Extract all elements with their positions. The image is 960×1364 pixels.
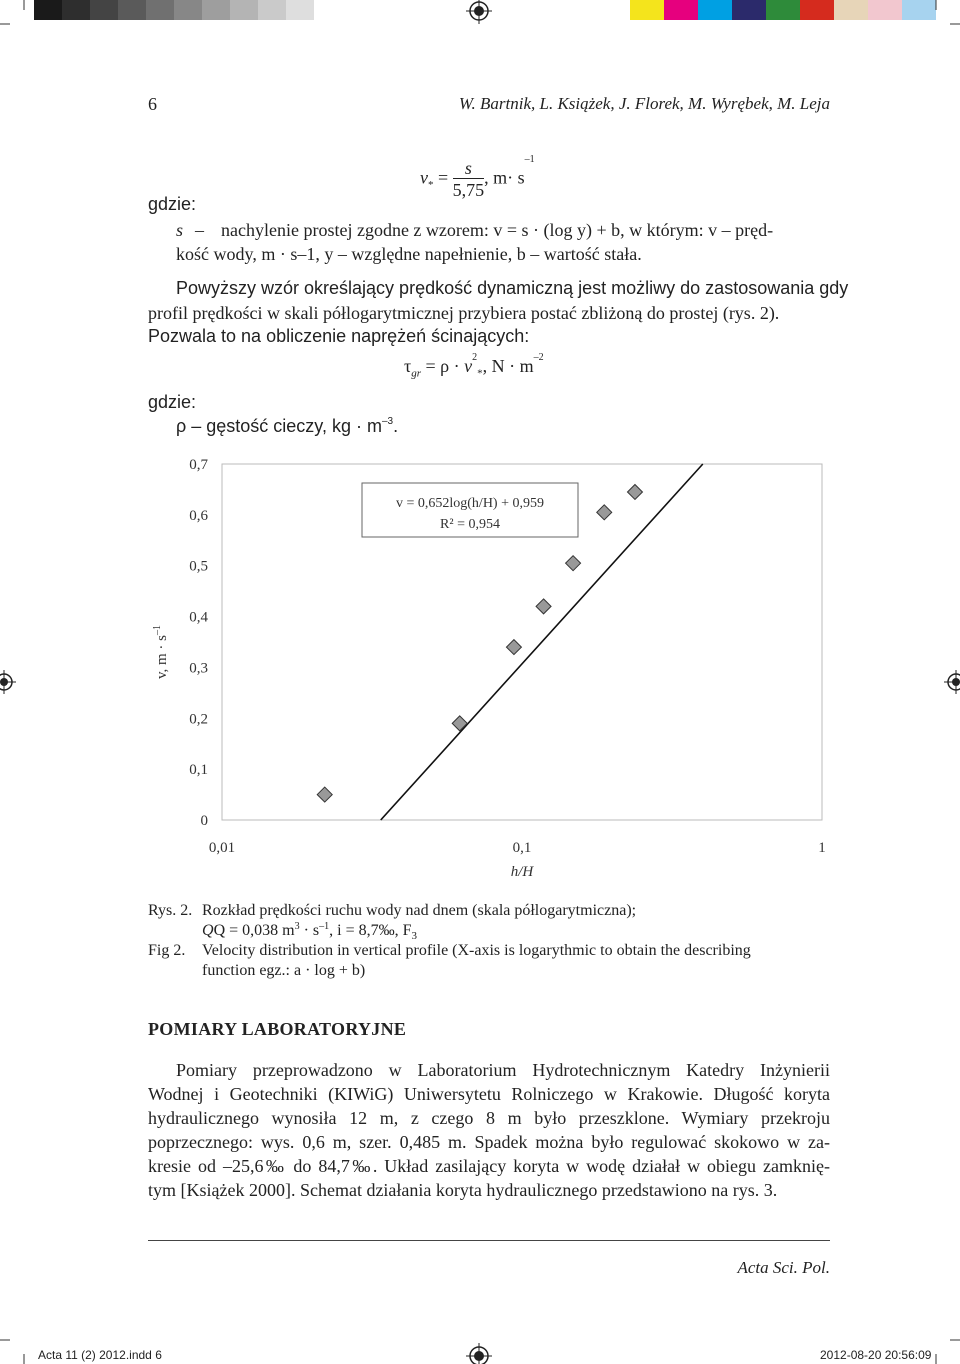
section-line-5: kresie od –25,6‰ do 84,7‰. Układ zasilający koryta w wodę działał w obiegu zamknię- (148, 1156, 830, 1176)
section-line-2: Wodnej i Geotechniki (KIWiG) Uniwersytetu Rolniczego w Krakowie. Długość koryta (148, 1084, 830, 1104)
velocity-profile-chart (140, 448, 840, 888)
where1-line1: nachylenie prostej zgodne z wzorem: v = s · (log y) + b, w którym: v – pręd- (221, 220, 774, 240)
eq2-equals: = ρ · (425, 356, 460, 376)
caption-pl-label: Rys. 2. (148, 902, 193, 919)
section-heading: POMIARY LABORATORYJNE (148, 1019, 407, 1039)
y-tick-label: 0,4 (189, 609, 208, 626)
section-line-3: hydraulicznego wynosiła 12 m, z czego 8 m było przeszklone. Wymiary przekroju (148, 1108, 830, 1128)
data-point (597, 505, 612, 520)
eq2-v-sup: 2 (472, 352, 478, 363)
caption-en-line2: function egz.: a · log + b) (202, 962, 366, 979)
data-point (627, 484, 642, 499)
data-point (536, 599, 551, 614)
caption-pl-line1: Rozkład prędkości ruchu wody nad dnem (skala półlogarytmiczna); (202, 902, 637, 919)
where1-symbol: s (176, 220, 184, 240)
para1-line3: Pozwala to na obliczenie naprężeń ścinających: (148, 326, 530, 346)
y-tick-label: 0,3 (189, 660, 208, 677)
footer-date: 2012-08-20 20:56:09 (820, 1348, 932, 1362)
y-tick-label: 0,5 (189, 558, 208, 575)
y-tick-label: 0,1 (189, 762, 208, 779)
x-tick-label: 0,01 (208, 840, 236, 856)
section-line-6: tym [Książek 2000]. Schemat działania koryta hydraulicznego przedstawiono na rys. 3. (148, 1180, 778, 1200)
trendline-equation: v = 0,652log(h/H) + 0,959 (395, 496, 545, 511)
eq2-v-sub: * (477, 367, 483, 380)
footer-rule (148, 1240, 830, 1241)
eq1-fraction (453, 158, 485, 201)
data-point (506, 640, 521, 655)
x-axis-label: h/H (510, 864, 534, 880)
y-tick-label: 0,2 (189, 711, 208, 728)
running-header-authors: W. Bartnik, L. Książek, J. Florek, M. Wyrębek, M. Leja (458, 94, 830, 113)
caption-en-line1: Velocity distribution in vertical profile (X-axis is logarythmic to obtain the describing (202, 942, 751, 959)
where1-dash: – (195, 220, 204, 240)
eq1-equals: = (438, 167, 449, 188)
section-line-1: Pomiary przeprowadzono w Laboratorium Hydrotechnicznym Katedry Inżynierii (176, 1060, 830, 1080)
y-tick-label: 0,7 (189, 457, 208, 473)
data-point (566, 556, 581, 571)
para1-line2: profil prędkości w skali półlogarytmicznej przybiera postać zbliżoną do prostej (rys. 2). (148, 303, 780, 323)
x-tick-label: 1 (818, 840, 826, 856)
eq1-denominator: 5,75 (452, 180, 485, 200)
data-point (317, 787, 332, 802)
data-point (452, 716, 467, 731)
y-axis-label: v, $m \cdot s^{-1}$ (152, 624, 170, 680)
journal-name: Acta Sci. Pol. (737, 1258, 830, 1277)
y-tick-label: 0,6 (189, 507, 208, 524)
where1-line2: kość wody, m · s–1, y – względne napełnienie, b – wartość stała. (176, 244, 642, 264)
equation-shear-stress (404, 352, 544, 380)
eq2-tau: τ (404, 356, 412, 376)
y-tick-label: 0 (200, 813, 208, 829)
eq1-lhs: v (420, 167, 428, 188)
eq1-lhs-sub: * (428, 179, 434, 192)
page-number: 6 (148, 94, 157, 114)
where-label-1: gdzie: (148, 194, 197, 214)
caption-pl-line2: QQ = 0,038 $m^3 \cdot s^{-1}$, i = 8,7‰, $F_3$ (202, 921, 418, 943)
eq2-units-sup: –2 (533, 352, 544, 363)
eq1-units: , m· s (484, 167, 525, 188)
eq2-units: , N · m (482, 356, 534, 376)
trendline-r-squared: R² = 0,954 (440, 517, 500, 532)
where-label-2: gdzie: (148, 392, 197, 412)
para1-line1: Powyższy wzór określający prędkość dynamiczną jest możliwy do zastosowania gdy (176, 278, 849, 298)
caption-en-label: Fig 2. (148, 942, 186, 959)
where2-line: ρ – gęstość cieczy, kg · $m^{-3}$. (176, 416, 399, 436)
eq2-tau-sub: gr (411, 367, 422, 380)
x-tick-label: 0,1 (512, 840, 532, 856)
eq1-numerator: s (453, 158, 485, 179)
equation-friction-velocity (420, 154, 535, 201)
section-line-4: poprzecznego: wys. 0,6 m, szer. 0,485 m. Spadek można było regulować skokowo w za- (148, 1132, 830, 1152)
section-body (148, 1058, 830, 1202)
eq1-units-sup: –1 (524, 154, 535, 165)
eq2-v: v (464, 356, 473, 376)
footer-file: Acta 11 (2) 2012.indd 6 (38, 1348, 162, 1362)
